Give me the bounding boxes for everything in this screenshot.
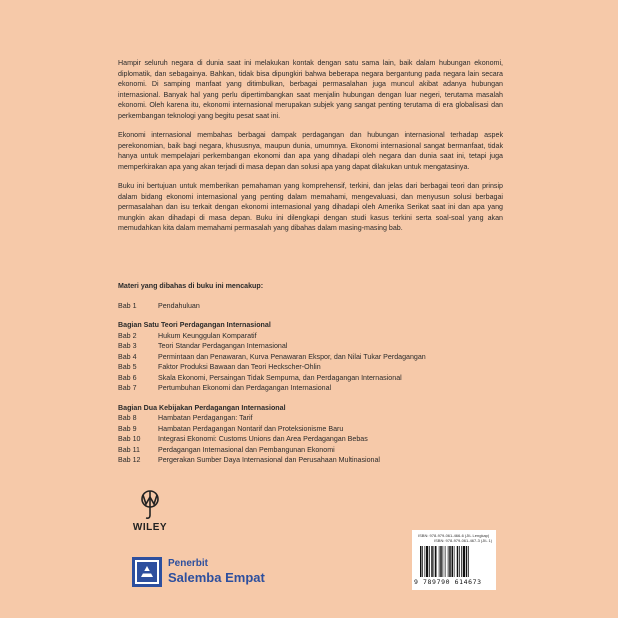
toc-bab-number: Bab 10: [118, 435, 141, 443]
publisher-logo: [132, 554, 280, 590]
toc-bab-number: Bab 6: [118, 373, 137, 382]
toc-bab-number: Bab 2: [118, 331, 137, 340]
toc-bab-number: Bab 3: [118, 342, 137, 350]
wiley-logo: [130, 489, 170, 533]
toc-bab-title: Permintaan dan Penawaran, Kurva Penawaran Ekspor, dan Nilai Tukar Perdagangan: [158, 352, 426, 361]
toc-item: [118, 331, 503, 342]
part-one-heading: Bagian Satu Teori Perdagangan Internasional: [118, 321, 271, 329]
toc-item: [118, 301, 503, 312]
toc-bab-number: Bab 12: [118, 456, 141, 464]
salemba-empat-logo-icon: [132, 557, 162, 587]
isbn-barcode: [412, 530, 496, 590]
toc-intro: Materi yang dibahas di buku ini mencakup:: [118, 282, 264, 290]
toc-bab-title: Teori Standar Perdagangan Internasional: [158, 342, 288, 350]
isbn-set: ISBN: 978-979-061-466-6 (JIL Lengkap): [418, 533, 490, 538]
toc-item: [118, 362, 503, 373]
part-two-heading: Bagian Dua Kebijakan Perdagangan Internasional: [118, 403, 286, 412]
isbn-volume: ISBN: 978-979-061-467-3 (JIL 1): [434, 538, 493, 543]
toc-item: [118, 424, 503, 435]
wiley-wordmark: WILEY: [132, 522, 168, 533]
publisher-name: [168, 558, 265, 585]
toc-bab-title: Pergerakan Sumber Daya Internasional dan Perusahaan Multinasional: [158, 456, 381, 464]
toc-bab-title: Hukum Keunggulan Komparatif: [158, 331, 257, 340]
paragraph-2: Ekonomi internasional membahas berbagai dampak perdagangan dan hubungan internasional terhadap aspek perekonomian, baik bagi negara, khususnya, maupun dunia, umumnya. Ekonomi internasional sangat bermanfaat, tidak hanya untuk mempelajari perkembangan ekonomi dan apa yang dihadapi oleh negara dan dunia saat ini, tetapi juga memperkirakan apa yang akan terjadi di masa depan dan solusi apa yang dapat dilakukan untuk mengatasinya.: [118, 131, 503, 171]
toc-bab-number: Bab 5: [118, 363, 137, 371]
toc-bab-title: Pendahuluan: [158, 301, 200, 310]
toc-bab-number: Bab 4: [118, 352, 137, 361]
toc-bab-title: Skala Ekonomi, Persaingan Tidak Sempurna, dan Perdagangan Internasional: [158, 373, 402, 382]
barcode-number: 9 789790 614673: [414, 578, 482, 586]
toc-bab-title: Hambatan Perdagangan: Tarif: [158, 414, 253, 422]
toc-item: [118, 434, 503, 445]
toc-bab-number: Bab 11: [118, 445, 140, 454]
barcode-bars: [420, 546, 490, 578]
paragraph-1: Hampir seluruh negara di dunia saat ini melakukan kontak dengan satu sama lain, baik dalam hubungan ekonomi, diplomatik, dan sebagainya. Bahkan, tidak bisa dipungkiri bahwa beberapa negara bergantung pada negara lain secara ekonomi. Di samping manfaat yang ditimbulkan, berbagai permasalahan juga muncul akibat adanya hubungan internasional. Banyak hal yang perlu dipertimbangkan saat menjalin hubungan dengan luar negeri, terutama masalah ekonomi. Oleh karena itu, ekonomi internasional merupakan subjek yang sangat penting terutama di era globalisasi dan perkembangan teknologi yang begitu pesat saat ini.: [118, 59, 503, 120]
toc-bab-title: Hambatan Perdagangan Nontarif dan Proteksionisme Baru: [158, 424, 344, 433]
paragraph-3: Buku ini bertujuan untuk memberikan pemahaman yang komprehensif, terkini, dan jelas dari berbagai teori dan prinsip dalam bidang ekonomi internasional yang penting dalam memahami, mengevaluasi, dan menyusun solusi berbagai permasalahan dan isu terkait dengan ekonomi internasional yang dihadapi oleh Amerika Serikat saat ini dan apa yang mungkin akan dihadapi di masa depan. Buku ini dilengkapi dengan studi kasus terkini serta soal-soal yang akan memudahkan kita dalam memahami permasalah yang dibahas dalam masing-masing bab.: [118, 182, 503, 232]
toc-bab-number: Bab 9: [118, 424, 137, 433]
toc-bab-number: Bab 1: [118, 301, 137, 310]
toc-bab-title: Faktor Produksi Bawaan dan Teori Heckscher-Ohlin: [158, 363, 321, 371]
toc-item: [118, 445, 503, 456]
toc-bab-title: Integrasi Ekonomi: Customs Unions dan Area Perdagangan Bebas: [158, 435, 368, 443]
toc-bab-title: Perdagangan Internasional dan Pembangunan Ekonomi: [158, 445, 335, 454]
publisher-line-2: Salemba Empat: [168, 570, 265, 585]
publisher-line-1: Penerbit: [168, 558, 209, 569]
toc-item: [118, 373, 503, 384]
toc-item: [118, 341, 503, 352]
toc-item: [118, 413, 503, 424]
description-text: [118, 58, 503, 243]
toc-bab-number: Bab 8: [118, 414, 137, 422]
toc-bab-number: Bab 7: [118, 384, 137, 392]
wiley-crest-icon: [137, 489, 163, 521]
toc-bab-title: Pertumbuhan Ekonomi dan Perdagangan Internasional: [158, 384, 332, 392]
toc-item: [118, 383, 503, 394]
toc-item: [118, 352, 503, 363]
toc-item: [118, 455, 503, 466]
table-of-contents: [118, 281, 503, 466]
